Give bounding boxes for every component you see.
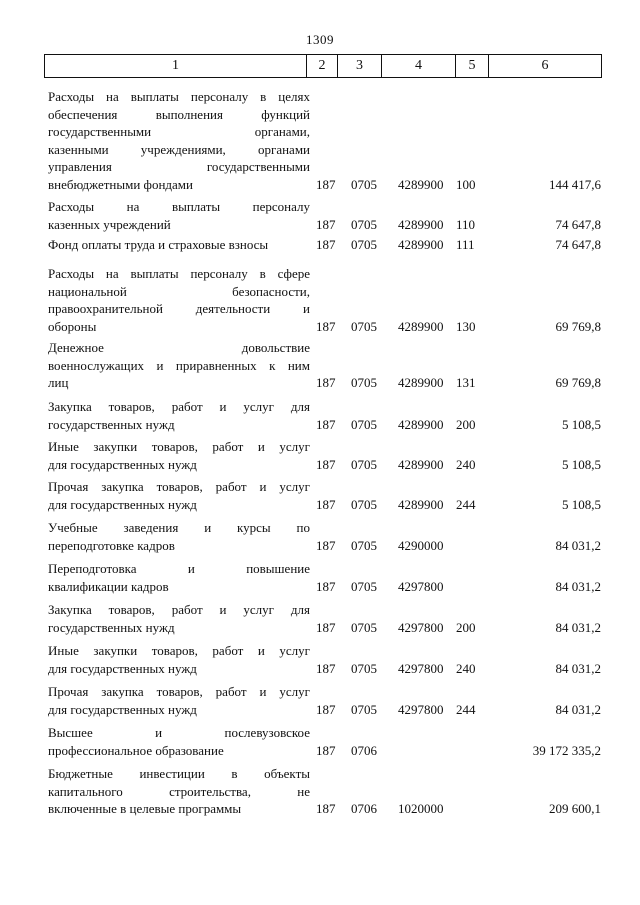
row-description (48, 683, 310, 718)
ministry-code: 187 (316, 701, 336, 717)
ministry-code: 187 (316, 416, 336, 432)
row-description (48, 724, 310, 759)
target-item-code: 4289900 (398, 318, 444, 334)
description-line: Учебные заведения и курсы по (48, 520, 310, 535)
column-header-2: 2 (307, 55, 338, 78)
description-line: казенных учреждений (48, 216, 171, 232)
row-description (48, 236, 310, 254)
table-row (0, 642, 640, 677)
description-line: Расходы на выплаты персоналу в целях (48, 89, 310, 104)
amount: 144 417,6 (549, 176, 601, 192)
description-line: профессиональное образование (48, 742, 224, 758)
description-line: военнослужащих и приравненных к ним (48, 357, 310, 373)
table-row (0, 765, 640, 818)
row-description (48, 339, 310, 392)
table-row (0, 339, 640, 392)
expense-type-code: 131 (456, 375, 476, 390)
section-code: 0705 (351, 216, 377, 232)
amount: 209 600,1 (549, 801, 601, 816)
section-code: 0705 (351, 578, 377, 594)
description-line: государственными органами, (48, 124, 310, 139)
description-line: Прочая закупка товаров, работ и услуг (48, 684, 310, 699)
ministry-code: 187 (316, 742, 336, 758)
description-line: государственных нужд (48, 619, 175, 635)
section-code: 0705 (351, 416, 377, 432)
expense-type-code: 244 (456, 701, 476, 717)
table-row (0, 398, 640, 433)
ministry-code: 187 (316, 375, 336, 390)
expense-type-code: 200 (456, 416, 476, 432)
table-row (0, 198, 640, 233)
section-code: 0705 (351, 496, 377, 512)
expense-type-code: 240 (456, 456, 476, 472)
description-line: Иные закупки товаров, работ и услуг (48, 439, 310, 454)
ministry-code: 187 (316, 537, 336, 553)
description-line: Расходы на выплаты персоналу (48, 199, 310, 214)
section-code: 0705 (351, 456, 377, 472)
description-line: внебюджетными фондами (48, 176, 193, 192)
amount: 84 031,2 (555, 660, 601, 676)
column-header-3: 3 (338, 55, 382, 78)
description-line: Переподготовка и повышение (48, 561, 310, 576)
target-item-code: 4297800 (398, 619, 444, 635)
ministry-code: 187 (316, 318, 336, 334)
target-item-code: 4289900 (398, 176, 444, 192)
table-row (0, 519, 640, 554)
section-code: 0705 (351, 237, 377, 252)
description-line: Расходы на выплаты персоналу в сфере (48, 266, 310, 281)
section-code: 0705 (351, 318, 377, 334)
expense-type-code: 240 (456, 660, 476, 676)
expense-type-code: 111 (456, 237, 475, 252)
ministry-code: 187 (316, 578, 336, 594)
table-row (0, 724, 640, 759)
description-line: казенными учреждениями, органами (48, 141, 310, 157)
ministry-code: 187 (316, 496, 336, 512)
description-line: Закупка товаров, работ и услуг для (48, 399, 310, 414)
description-line: лиц (48, 375, 69, 390)
row-description (48, 438, 310, 473)
ministry-code: 187 (316, 619, 336, 635)
description-line: обеспечения выполнения функций (48, 106, 310, 122)
row-description (48, 765, 310, 818)
section-code: 0705 (351, 176, 377, 192)
target-item-code: 4289900 (398, 375, 444, 390)
section-code: 0705 (351, 537, 377, 553)
amount: 5 108,5 (562, 496, 601, 512)
table-row (0, 438, 640, 473)
target-item-code: 4289900 (398, 496, 444, 512)
row-description (48, 601, 310, 636)
ministry-code: 187 (316, 801, 336, 816)
description-line: управления государственными (48, 159, 310, 174)
amount: 5 108,5 (562, 456, 601, 472)
target-item-code: 1020000 (398, 801, 444, 816)
amount: 74 647,8 (555, 216, 601, 232)
description-line: обороны (48, 318, 97, 334)
description-line: для государственных нужд (48, 456, 197, 472)
column-header-5: 5 (456, 55, 489, 78)
description-line: государственных нужд (48, 416, 175, 432)
table-row (0, 601, 640, 636)
section-code: 0705 (351, 619, 377, 635)
ministry-code: 187 (316, 237, 336, 252)
section-code: 0706 (351, 801, 377, 816)
description-line: Иные закупки товаров, работ и услуг (48, 643, 310, 658)
target-item-code: 4297800 (398, 578, 444, 594)
description-line: Высшее и послевузовское (48, 725, 310, 740)
amount: 84 031,2 (555, 619, 601, 635)
amount: 5 108,5 (562, 416, 601, 432)
section-code: 0705 (351, 375, 377, 390)
row-description (48, 478, 310, 513)
section-code: 0706 (351, 742, 377, 758)
amount: 69 769,8 (555, 375, 601, 390)
table-row (0, 478, 640, 513)
row-description (48, 519, 310, 554)
target-item-code: 4289900 (398, 456, 444, 472)
ministry-code: 187 (316, 456, 336, 472)
description-line: переподготовке кадров (48, 537, 175, 553)
row-description (48, 560, 310, 595)
expense-type-code: 130 (456, 318, 476, 334)
target-item-code: 4297800 (398, 701, 444, 717)
table-row (0, 560, 640, 595)
table-row (0, 236, 640, 254)
row-description (48, 642, 310, 677)
row-description (48, 198, 310, 233)
description-line: капитального строительства, не (48, 783, 310, 799)
ministry-code: 187 (316, 216, 336, 232)
description-line: для государственных нужд (48, 496, 197, 512)
column-header-6: 6 (489, 55, 602, 78)
amount: 84 031,2 (555, 537, 601, 553)
description-line: Бюджетные инвестиции в объекты (48, 766, 310, 781)
section-code: 0705 (351, 660, 377, 676)
description-line: Прочая закупка товаров, работ и услуг (48, 479, 310, 494)
amount: 39 172 335,2 (532, 742, 601, 758)
description-line: Денежное довольствие (48, 340, 310, 355)
table-row (0, 265, 640, 335)
section-code: 0705 (351, 701, 377, 717)
amount: 74 647,8 (555, 237, 601, 252)
target-item-code: 4289900 (398, 416, 444, 432)
expense-type-code: 244 (456, 496, 476, 512)
expense-type-code: 110 (456, 216, 476, 232)
table-row (0, 683, 640, 718)
row-description (48, 265, 310, 335)
target-item-code: 4289900 (398, 237, 444, 252)
page-number: 1309 (306, 32, 334, 47)
description-line: для государственных нужд (48, 660, 197, 676)
description-line: национальной безопасности, (48, 283, 310, 299)
description-line: квалификации кадров (48, 578, 169, 594)
description-line: правоохранительной деятельности и (48, 301, 310, 316)
expense-type-code: 100 (456, 176, 476, 192)
description-line: Фонд оплаты труда и страховые взносы (48, 237, 269, 252)
description-line: включенные в целевые программы (48, 801, 242, 816)
ministry-code: 187 (316, 176, 336, 192)
expense-type-code: 200 (456, 619, 476, 635)
amount: 84 031,2 (555, 701, 601, 717)
target-item-code: 4290000 (398, 537, 444, 553)
target-item-code: 4297800 (398, 660, 444, 676)
row-description (48, 398, 310, 433)
row-description (48, 88, 310, 193)
amount: 84 031,2 (555, 578, 601, 594)
description-line: Закупка товаров, работ и услуг для (48, 602, 310, 617)
target-item-code: 4289900 (398, 216, 444, 232)
description-line: для государственных нужд (48, 701, 197, 717)
ministry-code: 187 (316, 660, 336, 676)
table-row (0, 88, 640, 193)
column-header-4: 4 (382, 55, 456, 78)
amount: 69 769,8 (555, 318, 601, 334)
column-header-1: 1 (45, 55, 307, 78)
